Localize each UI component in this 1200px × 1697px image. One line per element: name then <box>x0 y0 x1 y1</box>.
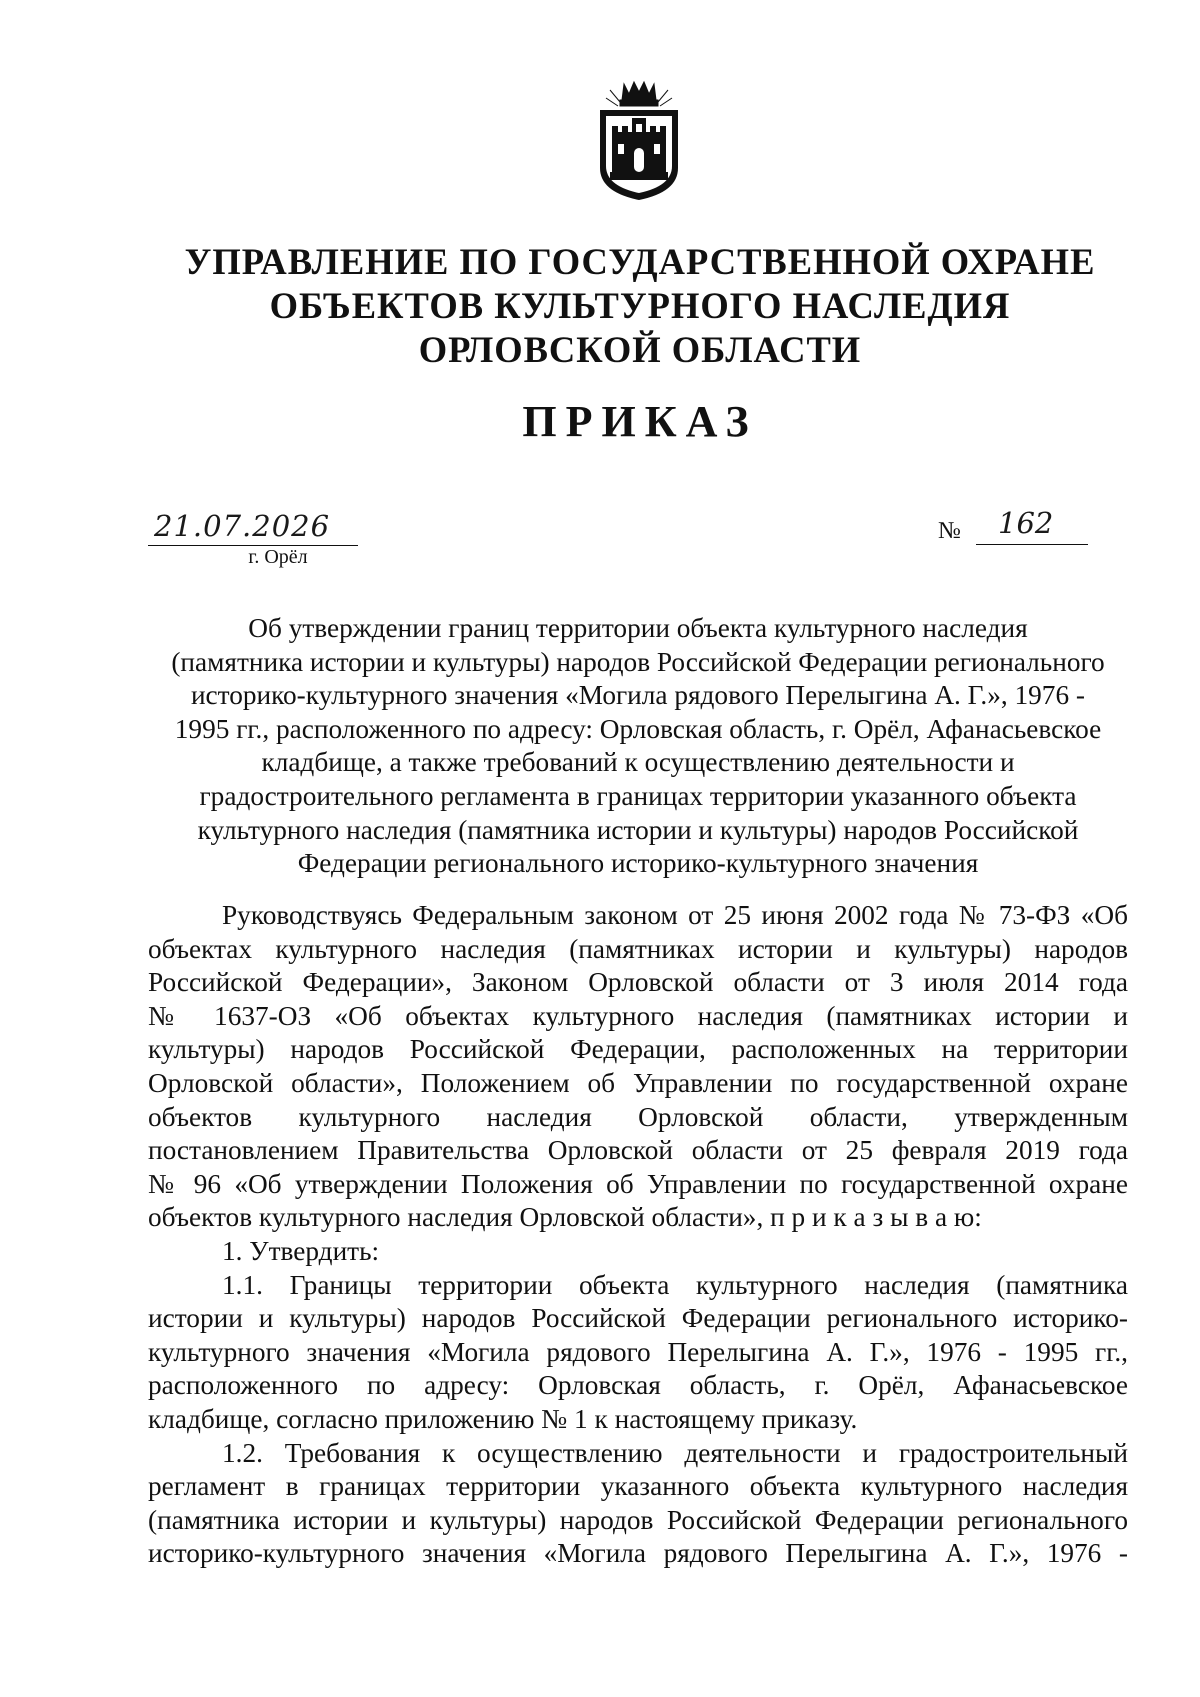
subject-line: Федерации регионального историко-культурного значения <box>297 848 979 879</box>
body-line: № 1637-ОЗ «Об объектах культурного наследия (памятниках истории и <box>148 1000 1128 1031</box>
subject-line: 1995 гг., расположенного по адресу: Орловская область, г. Орёл, Афанасьевское <box>174 713 1102 744</box>
number-underline <box>976 504 1088 545</box>
body-line: постановлением Правительства Орловской области от 25 февраля 2019 года <box>148 1135 1128 1166</box>
handwritten-date: 21.07.2026 <box>154 509 331 543</box>
city-label: г. Орёл <box>248 546 308 568</box>
subject-line: (памятника истории и культуры) народов Российской Федерации регионального <box>171 646 1105 677</box>
body-line: Руководствуясь Федеральным законом от 25 июня 2002 года № 73-ФЗ «Об <box>222 900 1128 930</box>
subject-line: Об утверждении границ территории объекта культурного наследия <box>248 613 1028 643</box>
order-subject <box>148 612 1128 881</box>
body-line: расположенного по адресу: Орловская область, г. Орёл, Афанасьевское <box>148 1370 1128 1401</box>
body-line: истории и культуры) народов Российской Федерации регионального историко- <box>148 1303 1128 1334</box>
date-underline <box>148 505 358 546</box>
agency-name <box>150 240 1130 372</box>
body-line: объектах культурного наследия (памятниках истории и культуры) народов <box>148 933 1128 964</box>
body-line: 1.2. Требования к осуществлению деятельности и градостроительный <box>222 1437 1128 1468</box>
body-line: культурного значения «Могила рядового Перелыгина А. Г.», 1976 - 1995 гг., <box>148 1336 1128 1367</box>
document-type-title: ПРИКАЗ <box>522 397 758 446</box>
subject-line: историко-культурного значения «Могила рядового Перелыгина А. Г.», 1976 - <box>190 680 1086 711</box>
agency-name-line-1: УПРАВЛЕНИЕ ПО ГОСУДАРСТВЕННОЙ ОХРАНЕ <box>184 241 1096 282</box>
body-line: регламент в границах территории указанного объекта культурного наследия <box>148 1471 1128 1502</box>
subject-line: кладбище, а также требований к осуществлению деятельности и <box>261 747 1015 778</box>
body-line: объектов культурного наследия Орловской области», п р и к а з ы в а ю: <box>148 1202 982 1233</box>
order-number-block <box>938 505 1088 545</box>
body-line: (памятника истории и культуры) народов Российской Федерации регионального <box>148 1504 1128 1535</box>
body-line: 1.1. Границы территории объекта культурного наследия (памятника <box>222 1269 1128 1300</box>
agency-name-line-2: ОБЪЕКТОВ КУЛЬТУРНОГО НАСЛЕДИЯ <box>269 285 1011 326</box>
body-line: Орловской области», Положением об Управлении по государственной охране <box>148 1067 1128 1098</box>
body-line: № 96 «Об утверждении Положения об Управлении по государственной охране <box>148 1168 1128 1199</box>
subject-line: культурного наследия (памятника истории и культуры) народов Российской <box>197 814 1079 845</box>
subject-line: градостроительного регламента в границах территории указанного объекта <box>199 780 1077 811</box>
body-line: Российской Федерации», Законом Орловской области от 3 июля 2014 года <box>148 967 1128 998</box>
body-line: объектов культурного наследия Орловской области, утвержденным <box>148 1101 1128 1132</box>
number-sign: № <box>938 518 961 544</box>
body-line: культуры) народов Российской Федерации, расположенных на территории <box>148 1034 1128 1065</box>
body-line: 1. Утвердить: <box>222 1235 380 1266</box>
handwritten-number: 162 <box>998 506 1054 540</box>
order-body <box>148 899 1128 1571</box>
agency-name-line-3: ОРЛОВСКОЙ ОБЛАСТИ <box>418 329 862 370</box>
body-line: кладбище, согласно приложению № 1 к настоящему приказу. <box>148 1403 858 1434</box>
body-line: историко-культурного значения «Могила рядового Перелыгина А. Г.», 1976 - <box>148 1538 1128 1569</box>
orel-oblast-coat-of-arms-icon <box>596 80 682 202</box>
date-block <box>148 505 358 569</box>
